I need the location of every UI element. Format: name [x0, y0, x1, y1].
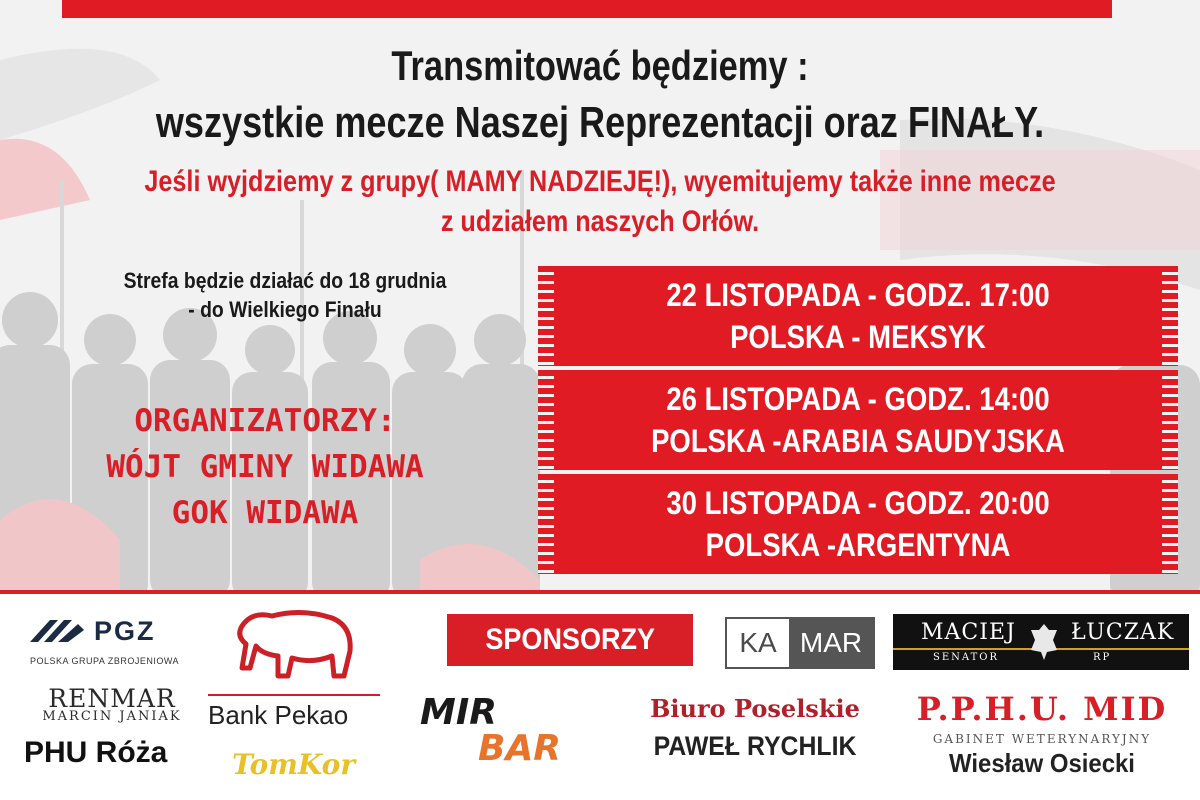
senator-first-name: MACIEJ	[921, 620, 1016, 645]
match-date: 30 LISTOPADA - GODZ. 20:00	[666, 485, 1050, 521]
sponsors-label	[447, 614, 693, 666]
kamar-right: MAR	[789, 619, 873, 667]
top-red-banner	[62, 0, 1112, 18]
organizers-block	[40, 398, 490, 536]
zone-info-line-1: Strefa będzie działać do 18 grudnia	[123, 268, 447, 293]
match-banner	[548, 474, 1168, 574]
senator-last-name: ŁUCZAK	[1071, 620, 1175, 645]
headline-line-2: wszystkie mecze Naszej Reprezentacji oraz FINAŁY.	[155, 98, 1045, 147]
mid-subtitle: GABINET WETERYNARYJNY	[932, 732, 1152, 746]
mirbar-top: MIR	[420, 692, 497, 733]
eagle-crest-icon	[1029, 622, 1059, 662]
bison-icon	[232, 606, 360, 684]
senator-country: RP	[1093, 652, 1112, 663]
pgz-subtitle: POLSKA GRUPA ZBROJENIOWA	[30, 656, 180, 666]
headline-line-1: Transmitować będziemy :	[391, 42, 809, 89]
phu-roza-logo: PHU Róża	[24, 736, 168, 769]
biuro-poselskie-logo	[620, 694, 890, 762]
organizer-2: GOK WIDAWA	[171, 495, 359, 531]
pgz-logo	[28, 612, 188, 672]
kamar-logo	[725, 617, 875, 669]
senator-luczak-logo	[893, 614, 1189, 670]
match-date: 26 LISTOPADA - GODZ. 14:00	[666, 381, 1050, 417]
mid-owner: Wiesław Osiecki	[949, 748, 1135, 778]
renmar-name: RENMAR	[48, 684, 176, 713]
tomkor-logo: TomKor	[232, 748, 356, 781]
renmar-owner: MARCIN JANIAK	[42, 709, 182, 724]
match-teams: POLSKA - MEKSYK	[730, 319, 986, 355]
biuro-name: PAWEŁ RYCHLIK	[653, 731, 857, 761]
organizer-1: WÓJT GMINY WIDAWA	[106, 449, 424, 485]
pgz-name: PGZ	[94, 616, 156, 646]
subline-line-1: Jeśli wyjdziemy z grupy( MAMY NADZIEJĘ!), wyemitujemy także inne mecze	[144, 165, 1056, 198]
zone-info	[69, 266, 500, 324]
match-teams: POLSKA -ARABIA SAUDYJSKA	[651, 423, 1065, 459]
renmar-logo	[22, 684, 202, 724]
mid-name: P.P.H.U. MID	[916, 690, 1168, 728]
bank-pekao-logo: Bank Pekao	[208, 700, 349, 730]
match-banner	[548, 370, 1168, 470]
match-date: 22 LISTOPADA - GODZ. 17:00	[666, 277, 1050, 313]
organizers-heading: ORGANIZATORZY:	[134, 403, 396, 439]
pphu-mid-logo	[892, 690, 1192, 779]
match-banner	[548, 266, 1168, 366]
match-teams: POLSKA -ARGENTYNA	[705, 527, 1011, 563]
mirbar-logo	[420, 692, 620, 776]
pgz-chevron-icon	[28, 612, 88, 652]
sponsors-label-text: SPONSORZY	[485, 623, 655, 656]
kamar-left: KA	[727, 619, 789, 667]
pekao-line	[208, 694, 380, 696]
biuro-title: Biuro Poselskie	[650, 694, 860, 723]
subline-line-2: z udziałem naszych Orłów.	[440, 205, 760, 238]
zone-info-line-2: - do Wielkiego Finału	[188, 297, 382, 322]
mirbar-bottom: BAR	[478, 728, 562, 769]
senator-title: SENATOR	[933, 652, 999, 663]
